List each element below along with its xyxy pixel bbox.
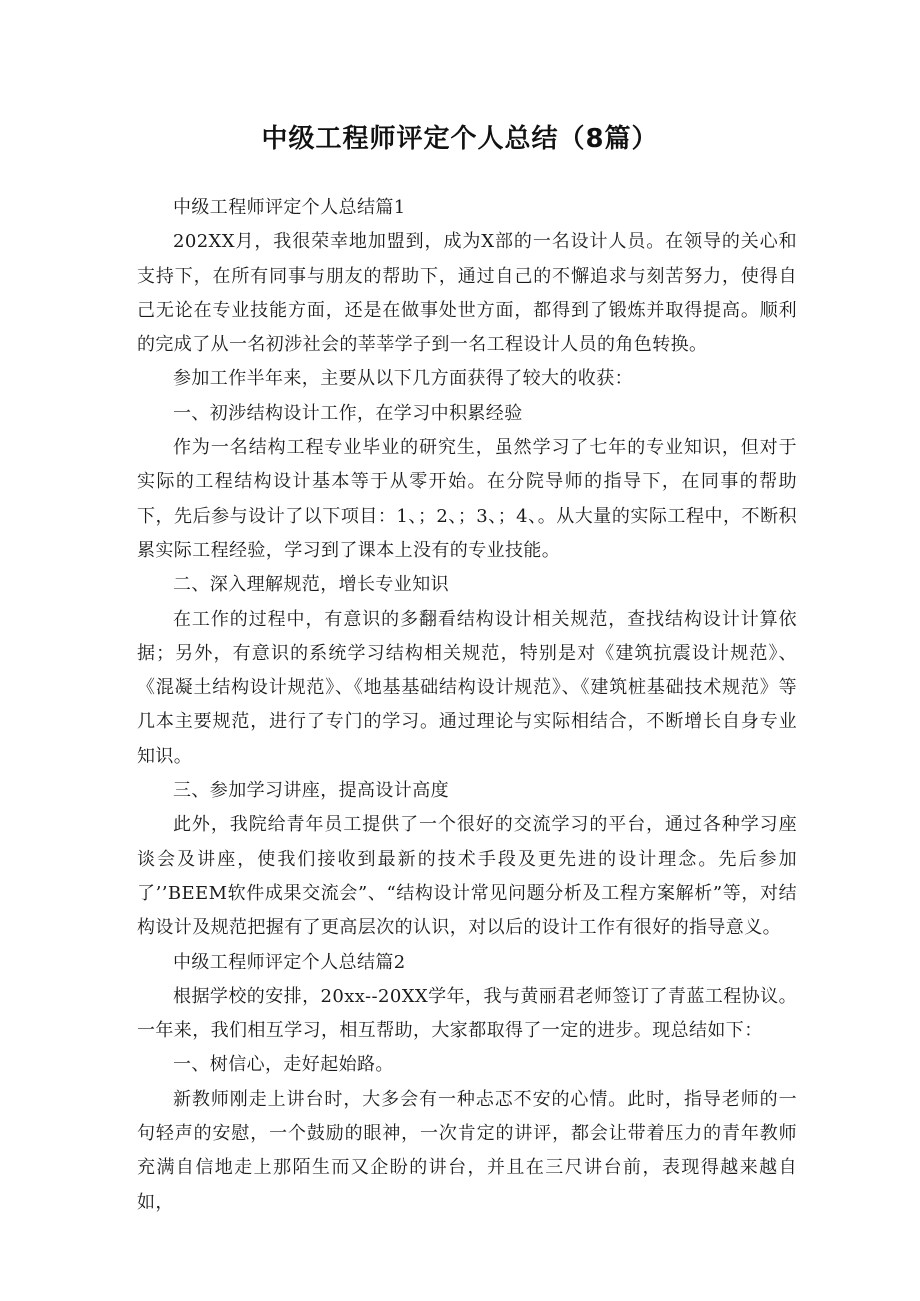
- paragraph: 作为一名结构工程专业毕业的研究生，虽然学习了七年的专业知识，但对于实际的工程结构设计基本等于从零开始。在分院导师的指导下，在同事的帮助下，先后参与设计了以下项目：1、；2、；3、；4、。从大量的实际工程中，不断积累实际工程经验，学习到了课本上没有的专业技能。: [137, 437, 797, 561]
- paragraph: 在工作的过程中，有意识的多翻看结构设计相关规范，查找结构设计计算依据；另外，有意识的系统学习结构相关规范，特别是对《建筑抗震设计规范》、《混凝土结构设计规范》、《地基基础结构设计规范》、《建筑桩基础技术规范》等几本主要规范，进行了专门的学习。通过理论与实际相结合，不断增长自身专业知识。: [137, 608, 797, 767]
- subheading: 三、参加学习讲座，提高设计高度: [173, 780, 449, 802]
- section-heading: 中级工程师评定个人总结篇2: [173, 951, 406, 973]
- subheading: 一、树信心，走好起始路。: [173, 1054, 394, 1076]
- paragraph: 此外，我院给青年员工提供了一个很好的交流学习的平台，通过各种学习座谈会及讲座，使我们接收到最新的技术手段及更先进的设计理念。先后参加了’’BEEM软件成果交流会”、“结构设计常见问题分析及工程方案解析”等，对结构设计及规范把握有了更高层次的认识，对以后的设计工作有很好的指导意义。: [137, 814, 797, 939]
- paragraph: 根据学校的安排，20xx--20XX学年，我与黄丽君老师签订了青蓝工程协议。一年来，我们相互学习，相互帮助，大家都取得了一定的进步。现总结如下：: [137, 985, 797, 1042]
- paragraph: 参加工作半年来，主要从以下几方面获得了较大的收获：: [173, 368, 633, 390]
- subheading: 一、初涉结构设计工作，在学习中积累经验: [173, 402, 523, 424]
- section-heading: 中级工程师评定个人总结篇1: [173, 197, 406, 218]
- document-body: [137, 191, 797, 1220]
- paragraph: 202XX月，我很荣幸地加盟到，成为X部的一名设计人员。在领导的关心和支持下，在所有同事与朋友的帮助下，通过自己的不懈追求与刻苦努力，使得自己无论在专业技能方面，还是在做事处世方面，都得到了锻炼并取得提高。顺利的完成了从一名初涉社会的莘莘学子到一名工程设计人员的角色转换。: [137, 231, 797, 356]
- document-title: 中级工程师评定个人总结（8篇）: [261, 124, 659, 154]
- subheading: 二、深入理解规范，增长专业知识: [173, 574, 449, 596]
- paragraph: 新教师刚走上讲台时，大多会有一种忐忑不安的心情。此时，指导老师的一句轻声的安慰，一个鼓励的眼神，一次肯定的讲评，都会让带着压力的青年教师充满自信地走上那陌生而又企盼的讲台，并且在三尺讲台前，表现得越来越自如，: [137, 1088, 797, 1213]
